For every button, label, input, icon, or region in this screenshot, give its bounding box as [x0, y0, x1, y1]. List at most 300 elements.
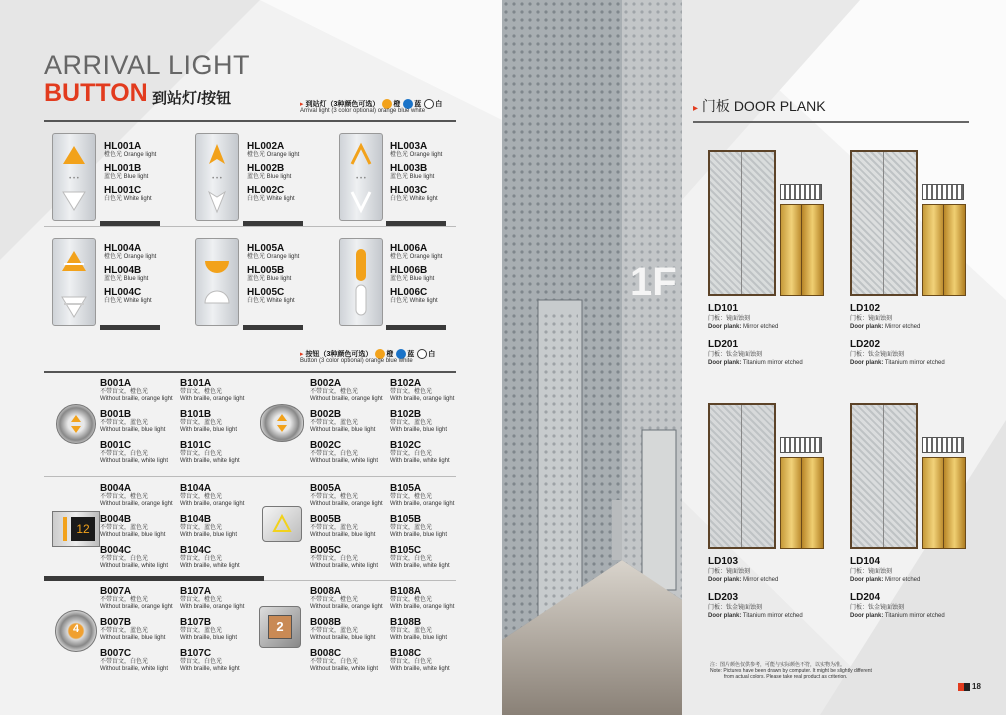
page-marker-icon — [958, 683, 970, 691]
product-code: B105C — [390, 545, 422, 556]
product-desc-cn: 不带盲文，白色光 — [100, 659, 149, 665]
door-plank-title-cn: 门板 — [701, 98, 730, 114]
product-desc-en — [708, 324, 778, 331]
mirror-etched-door-image — [708, 403, 776, 549]
product-desc-cn: 不带盲文，蓝色光 — [100, 420, 149, 426]
accent-bar — [386, 325, 446, 330]
product-code: HL001A — [104, 141, 142, 152]
arrival-light-header — [300, 99, 460, 115]
arrival-light-panel — [339, 238, 383, 326]
product-code: HL003C — [390, 185, 428, 196]
product-desc-cn: 不带盲文，白色光 — [100, 556, 149, 562]
product-desc: 白色光 White light — [247, 196, 295, 202]
product-desc: 蓝色光 Blue light — [247, 174, 292, 180]
button-variant — [100, 514, 180, 539]
product-desc-en — [850, 613, 945, 620]
product-code: B002C — [310, 440, 342, 451]
pattern-swatch-image — [922, 184, 964, 200]
door-plank-label: Door plank: — [850, 324, 884, 330]
product-desc-en: Without braille, white light — [310, 563, 379, 569]
button-variant — [180, 378, 260, 403]
product-code: HL003A — [390, 141, 428, 152]
product-desc: 白色光 White light — [390, 196, 438, 202]
button-variant — [390, 648, 470, 673]
product-desc-en: Without braille, blue light — [310, 635, 376, 641]
door-plank-label: Door plank: — [850, 613, 884, 619]
product-desc: 橙色光 Orange light — [104, 152, 157, 158]
finish-name: Mirror etched — [743, 577, 779, 583]
titanium-door-image — [780, 457, 824, 549]
product-desc-en: With braille, orange light — [390, 604, 455, 610]
product-desc-en: Without braille, orange light — [100, 396, 173, 402]
product-code: LD102 — [850, 303, 881, 314]
button-variant — [310, 545, 390, 570]
product-desc: 橙色光 Orange light — [104, 254, 157, 260]
mirror-etched-door-image — [850, 403, 918, 549]
product-desc-cn: 门板：镜面蚀刻 — [708, 316, 751, 322]
button-blue-label: 蓝 — [407, 350, 415, 358]
divider — [44, 476, 456, 477]
product-code: B004C — [100, 545, 132, 556]
product-desc-cn: 不带盲文，橙色光 — [100, 597, 149, 603]
divider — [693, 121, 969, 123]
accent-bar — [386, 221, 446, 226]
note-en: from actual colors. Please take real product as criterion. — [724, 674, 848, 680]
product-code: LD204 — [850, 592, 881, 603]
product-code: B101A — [180, 378, 212, 389]
product-desc-cn: 门板：钛金镜面蚀刻 — [708, 605, 763, 611]
product-code: B102A — [390, 378, 422, 389]
door-plank-label: Door plank: — [850, 577, 884, 583]
arrival-orange-label: 橙 — [393, 100, 401, 108]
product-desc-cn: 不带盲文，蓝色光 — [310, 628, 359, 634]
svg-text:• • •: • • • — [356, 176, 366, 182]
product-code: HL002A — [247, 141, 285, 152]
product-desc-cn: 不带盲文，蓝色光 — [100, 525, 149, 531]
round-button-image — [56, 404, 96, 444]
product-desc-en: Without braille, orange light — [100, 501, 173, 507]
arrival-light-panel — [195, 133, 239, 221]
button-header — [300, 349, 460, 365]
arrival-light-item — [247, 243, 299, 305]
product-desc-en: With braille, blue light — [180, 427, 238, 433]
product-code: B107A — [180, 586, 212, 597]
button-variant — [100, 545, 180, 570]
product-code: HL006A — [390, 243, 428, 254]
finish-name: Titanium mirror etched — [884, 613, 945, 619]
page-number: 18 — [972, 682, 981, 691]
arrival-light-panel — [52, 238, 96, 326]
door-plank-label: Door plank: — [708, 613, 742, 619]
product-code: B007C — [100, 648, 132, 659]
product-desc-en — [850, 360, 945, 367]
product-desc-en: With braille, white light — [390, 666, 450, 672]
door-plank-title-en: DOOR PLANK — [733, 98, 826, 114]
accent-bar — [100, 325, 160, 330]
door-plank-title — [693, 96, 826, 116]
door-plank-label: Door plank: — [850, 360, 884, 366]
product-desc-cn: 不带盲文，蓝色光 — [100, 628, 149, 634]
product-desc: 白色光 White light — [104, 196, 152, 202]
floor-number: 4 — [72, 623, 80, 635]
product-code: B104C — [180, 545, 212, 556]
button-variant — [390, 586, 470, 611]
button-variant — [310, 440, 390, 465]
product-desc-cn: 不带盲文，白色光 — [310, 659, 359, 665]
product-code: B101C — [180, 440, 212, 451]
note-en: Note: Pictures have been drawn by computer. It might be slightly different — [710, 668, 872, 674]
divider — [44, 226, 456, 227]
square-button-image — [259, 606, 301, 648]
button-variant — [100, 440, 180, 465]
lobby-photo — [502, 0, 682, 715]
button-variant — [310, 617, 390, 642]
product-desc-cn: 带盲文，白色光 — [390, 451, 433, 457]
door-plank-label: Door plank: — [708, 324, 742, 330]
product-desc-cn: 不带盲文，橙色光 — [100, 389, 149, 395]
display-button-image — [52, 511, 100, 547]
pattern-swatch-image — [922, 437, 964, 453]
product-code: B108A — [390, 586, 422, 597]
product-desc-cn: 不带盲文，白色光 — [310, 451, 359, 457]
white-dot-icon — [417, 349, 427, 359]
product-desc-en: With braille, blue light — [180, 635, 238, 641]
product-desc-en: Without braille, blue light — [100, 532, 166, 538]
product-desc-en — [708, 613, 803, 620]
finish-name: Mirror etched — [885, 324, 921, 330]
product-desc-cn: 带盲文，橙色光 — [390, 597, 433, 603]
product-code: LD202 — [850, 339, 881, 350]
button-header-en: Button (3 color optional) orange blue white — [300, 358, 413, 364]
button-variant — [310, 586, 390, 611]
product-code: B108C — [390, 648, 422, 659]
product-code: HL006C — [390, 287, 428, 298]
triangle-icon — [263, 507, 301, 541]
product-desc-en — [708, 577, 778, 584]
button-variant — [100, 483, 180, 508]
button-variant — [100, 648, 180, 673]
product-desc-en: With braille, orange light — [390, 396, 455, 402]
product-desc-cn: 门板：钛金镜面蚀刻 — [850, 605, 905, 611]
product-desc-en: With braille, blue light — [180, 532, 238, 538]
product-desc: 橙色光 Orange light — [390, 152, 443, 158]
product-desc-cn: 带盲文，蓝色光 — [390, 525, 433, 531]
arrival-header-en: Arrival light (3 color optional) orange blue white — [300, 108, 426, 114]
button-variant — [180, 586, 260, 611]
door-seam — [883, 152, 884, 294]
product-desc-en — [708, 360, 803, 367]
product-desc-cn: 带盲文，橙色光 — [390, 494, 433, 500]
product-code: B108B — [390, 617, 422, 628]
footnote — [710, 662, 910, 680]
button-variant — [390, 514, 470, 539]
arrival-light-item — [104, 243, 156, 305]
page-title-line1: ARRIVAL LIGHT — [44, 50, 251, 80]
product-code: B102C — [390, 440, 422, 451]
product-code: B104B — [180, 514, 212, 525]
finish-name: Titanium mirror etched — [742, 613, 803, 619]
product-desc-cn: 不带盲文，橙色光 — [310, 389, 359, 395]
product-code: B008B — [310, 617, 342, 628]
product-desc-en: With braille, orange light — [180, 396, 245, 402]
product-desc-cn: 门板：镜面蚀刻 — [850, 569, 893, 575]
product-desc-en: With braille, white light — [390, 458, 450, 464]
product-code: HL004C — [104, 287, 142, 298]
note-cn: 注：图片颜色仅供参考，可能与实际颜色不符，以实物为准。 — [710, 662, 846, 668]
product-desc: 白色光 White light — [390, 298, 438, 304]
arrival-blue-label: 蓝 — [414, 100, 422, 108]
product-desc: 蓝色光 Blue light — [247, 276, 292, 282]
product-code: B008C — [310, 648, 342, 659]
product-desc-cn: 带盲文，橙色光 — [180, 389, 223, 395]
mirror-etched-door-image — [850, 150, 918, 296]
product-desc-en: With braille, blue light — [390, 427, 448, 433]
arrival-light-icon — [196, 134, 238, 220]
product-code: B104A — [180, 483, 212, 494]
arrival-light-item — [390, 141, 442, 203]
product-desc-en: With braille, blue light — [390, 635, 448, 641]
product-desc-cn: 不带盲文，白色光 — [310, 556, 359, 562]
product-code: LD201 — [708, 339, 739, 350]
product-code: B004A — [100, 483, 132, 494]
product-desc: 橙色光 Orange light — [247, 152, 300, 158]
door-plank-label: Door plank: — [708, 360, 742, 366]
button-variant — [180, 617, 260, 642]
button-variant — [390, 409, 470, 434]
product-desc-cn: 不带盲文，蓝色光 — [310, 420, 359, 426]
product-desc-cn: 带盲文，蓝色光 — [180, 525, 223, 531]
button-variant — [180, 648, 260, 673]
pattern-swatch-image — [780, 437, 822, 453]
floor-number: 2 — [268, 615, 292, 639]
floor-sign: 1F — [630, 260, 677, 304]
product-code: HL005C — [247, 287, 285, 298]
product-code: HL004A — [104, 243, 142, 254]
product-code: B002B — [310, 409, 342, 420]
product-code: B007A — [100, 586, 132, 597]
product-desc-en: Without braille, orange light — [310, 396, 383, 402]
door-seam — [883, 405, 884, 547]
button-arrows-icon — [261, 405, 303, 441]
product-code: LD103 — [708, 556, 739, 567]
pattern-swatch-image — [780, 184, 822, 200]
product-desc-cn: 门板：镜面蚀刻 — [708, 569, 751, 575]
product-code: LD203 — [708, 592, 739, 603]
button-white-label: 白 — [428, 350, 436, 358]
product-desc-cn: 带盲文，白色光 — [390, 556, 433, 562]
button-variant — [310, 648, 390, 673]
accent-bar — [243, 221, 303, 226]
arrival-light-icon — [53, 134, 95, 220]
arrival-light-icon — [340, 134, 382, 220]
lobby-photo-graphic — [502, 0, 682, 715]
button-variant — [310, 378, 390, 403]
button-variant — [100, 378, 180, 403]
product-desc-en: Without braille, orange light — [100, 604, 173, 610]
product-code: HL005A — [247, 243, 285, 254]
product-desc: 白色光 White light — [247, 298, 295, 304]
product-desc-en: Without braille, white light — [310, 666, 379, 672]
door-seam — [741, 405, 742, 547]
button-variant — [180, 440, 260, 465]
product-code: HL003B — [390, 163, 428, 174]
accent-bar — [44, 576, 264, 581]
product-code: HL002C — [247, 185, 285, 196]
product-code: B105A — [390, 483, 422, 494]
arrival-light-item — [247, 141, 299, 203]
button-variant — [390, 617, 470, 642]
door-plank-label: Door plank: — [708, 577, 742, 583]
product-desc-cn: 带盲文，白色光 — [180, 451, 223, 457]
product-desc: 蓝色光 Blue light — [390, 174, 435, 180]
button-variant — [100, 586, 180, 611]
button-variant — [310, 409, 390, 434]
product-code: HL004B — [104, 265, 142, 276]
button-orange-label: 橙 — [386, 350, 394, 358]
arrow-icon: ▸ — [693, 103, 699, 114]
product-desc-cn: 带盲文，橙色光 — [180, 597, 223, 603]
button-variant — [390, 378, 470, 403]
arrival-light-item — [390, 243, 442, 305]
product-desc-en: With braille, white light — [390, 563, 450, 569]
arrival-header-cn: 到站灯（3种颜色可选） — [305, 100, 380, 108]
white-dot-icon — [424, 99, 434, 109]
round-button-image — [260, 404, 304, 442]
button-variant — [100, 409, 180, 434]
svg-text:• • •: • • • — [69, 176, 79, 182]
finish-name: Mirror etched — [743, 324, 779, 330]
product-desc-cn: 不带盲文，橙色光 — [100, 494, 149, 500]
page-title-cn: 到站灯/按钮 — [152, 90, 232, 107]
product-code: HL001C — [104, 185, 142, 196]
product-code: B107B — [180, 617, 212, 628]
product-code: B007B — [100, 617, 132, 628]
product-code: B005A — [310, 483, 342, 494]
product-code: B107C — [180, 648, 212, 659]
product-code: HL001B — [104, 163, 142, 174]
button-variant — [390, 440, 470, 465]
button-variant — [180, 514, 260, 539]
product-desc-cn: 不带盲文，蓝色光 — [310, 525, 359, 531]
titanium-door-image — [922, 457, 966, 549]
arrow-icon: ▸ — [300, 350, 304, 358]
arrival-light-icon — [53, 239, 95, 325]
product-code: HL005B — [247, 265, 285, 276]
product-desc-cn: 带盲文，蓝色光 — [180, 628, 223, 634]
product-desc-cn: 不带盲文，白色光 — [100, 451, 149, 457]
product-code: LD104 — [850, 556, 881, 567]
product-code: B008A — [310, 586, 342, 597]
arrival-light-panel — [52, 133, 96, 221]
arrow-icon: ▸ — [300, 100, 304, 108]
product-desc: 橙色光 Orange light — [247, 254, 300, 260]
product-desc-en: With braille, blue light — [390, 532, 448, 538]
product-desc-en: Without braille, white light — [100, 563, 169, 569]
arrival-light-item — [104, 141, 156, 203]
finish-name: Titanium mirror etched — [884, 360, 945, 366]
product-desc: 白色光 White light — [104, 298, 152, 304]
product-code: B001C — [100, 440, 132, 451]
square-button-image — [262, 506, 302, 542]
product-desc-cn: 门板：钛金镜面蚀刻 — [850, 352, 905, 358]
product-desc-en: Without braille, white light — [310, 458, 379, 464]
product-desc-en: With braille, white light — [180, 563, 240, 569]
product-desc: 蓝色光 Blue light — [104, 276, 149, 282]
product-desc-en: Without braille, orange light — [310, 501, 383, 507]
button-header-cn: 按钮（3种颜色可选） — [305, 350, 373, 358]
product-desc-en — [850, 324, 920, 331]
product-desc-en: Without braille, blue light — [100, 635, 166, 641]
product-desc-en: Without braille, orange light — [310, 604, 383, 610]
product-desc-en: With braille, orange light — [390, 501, 455, 507]
page-title-line2: BUTTON — [44, 79, 148, 107]
button-variant — [310, 483, 390, 508]
product-desc: 蓝色光 Blue light — [390, 276, 435, 282]
titanium-door-image — [780, 204, 824, 296]
button-variant — [180, 545, 260, 570]
product-desc-cn: 带盲文，橙色光 — [180, 494, 223, 500]
product-code: HL002B — [247, 163, 285, 174]
arrival-light-icon — [340, 239, 382, 325]
button-arrows-icon — [57, 405, 95, 443]
arrival-light-panel — [339, 133, 383, 221]
product-desc-cn: 带盲文，白色光 — [390, 659, 433, 665]
svg-text:• • •: • • • — [212, 176, 222, 182]
product-desc-cn: 门板：钛金镜面蚀刻 — [708, 352, 763, 358]
mirror-etched-door-image — [708, 150, 776, 296]
product-code: LD101 — [708, 303, 739, 314]
product-code: B002A — [310, 378, 342, 389]
product-code: B005C — [310, 545, 342, 556]
product-desc-en: Without braille, blue light — [310, 427, 376, 433]
product-desc-en: With braille, white light — [180, 458, 240, 464]
button-variant — [390, 483, 470, 508]
product-code: B102B — [390, 409, 422, 420]
titanium-door-image — [922, 204, 966, 296]
door-seam — [741, 152, 742, 294]
arrival-light-panel — [195, 238, 239, 326]
arrival-light-icon — [196, 239, 238, 325]
divider — [44, 120, 456, 122]
product-desc-cn: 门板：镜面蚀刻 — [850, 316, 893, 322]
product-desc: 橙色光 Orange light — [390, 254, 443, 260]
product-desc: 蓝色光 Blue light — [104, 174, 149, 180]
button-variant — [100, 617, 180, 642]
product-desc-en: With braille, orange light — [180, 501, 245, 507]
button-variant — [180, 409, 260, 434]
product-desc-en: Without braille, white light — [100, 666, 169, 672]
product-code: HL006B — [390, 265, 428, 276]
product-desc-cn: 带盲文，蓝色光 — [390, 420, 433, 426]
product-code: B101B — [180, 409, 212, 420]
product-desc-cn: 带盲文，白色光 — [180, 659, 223, 665]
product-desc-en: Without braille, blue light — [310, 532, 376, 538]
finish-name: Titanium mirror etched — [742, 360, 803, 366]
accent-bar — [243, 325, 303, 330]
product-desc-cn: 带盲文，蓝色光 — [390, 628, 433, 634]
product-desc-en: With braille, orange light — [180, 604, 245, 610]
button-variant — [390, 545, 470, 570]
product-code: B004B — [100, 514, 132, 525]
accent-bar — [100, 221, 160, 226]
product-code: B001B — [100, 409, 132, 420]
product-desc-en: Without braille, blue light — [100, 427, 166, 433]
product-code: B001A — [100, 378, 132, 389]
product-desc-cn: 带盲文，白色光 — [180, 556, 223, 562]
arrival-white-label: 白 — [435, 100, 443, 108]
round-button-image — [55, 610, 97, 652]
floor-display: 12 — [71, 517, 95, 541]
